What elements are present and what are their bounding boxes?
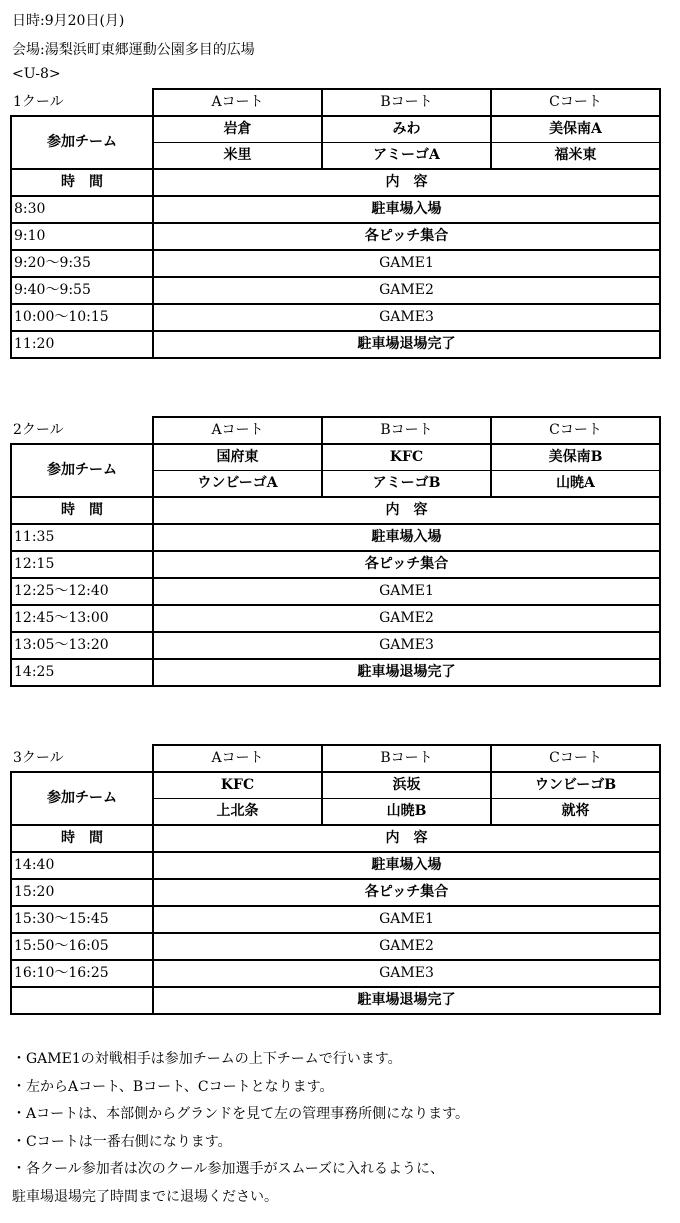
court-header-row (11, 417, 660, 444)
time-cell: 9:10 (11, 223, 153, 250)
team-cell: みわ (322, 116, 491, 143)
schedule-row (11, 906, 660, 933)
content-column-label: 内 容 (153, 825, 660, 852)
content-cell: 駐車場入場 (153, 524, 660, 551)
team-cell: 美保南A (491, 116, 660, 143)
content-cell: GAME3 (153, 632, 660, 659)
time-cell: 15:30～15:45 (11, 906, 153, 933)
team-cell: 福米東 (491, 143, 660, 170)
schedule-row (11, 331, 660, 358)
cool-title: 1クール (13, 93, 64, 110)
court-a-label: Aコート (153, 89, 322, 116)
schedule-table (10, 416, 661, 687)
time-cell: 11:35 (11, 524, 153, 551)
team-cell: 美保南B (491, 444, 660, 471)
time-cell (11, 987, 153, 1014)
schedule-row (11, 933, 660, 960)
time-cell: 15:20 (11, 879, 153, 906)
court-header-row (11, 89, 660, 116)
time-cell: 9:40～9:55 (11, 277, 153, 304)
time-cell: 15:50～16:05 (11, 933, 153, 960)
content-cell: 駐車場退場完了 (153, 331, 660, 358)
team-cell: 岩倉 (153, 116, 322, 143)
time-cell: 9:20～9:35 (11, 250, 153, 277)
time-header-row (11, 497, 660, 524)
schedule-row (11, 632, 660, 659)
team-cell: KFC (322, 444, 491, 471)
schedule-row (11, 879, 660, 906)
team-row (11, 116, 660, 143)
time-cell: 10:00～10:15 (11, 304, 153, 331)
content-cell: 各ピッチ集合 (153, 551, 660, 578)
court-b-label: Bコート (322, 417, 491, 444)
time-column-label: 時 間 (11, 497, 153, 524)
content-cell: GAME2 (153, 605, 660, 632)
content-cell: 駐車場退場完了 (153, 659, 660, 686)
note-line: ・Cコートは一番右側になります。 (12, 1133, 232, 1150)
time-cell: 14:40 (11, 852, 153, 879)
schedule-row (11, 960, 660, 987)
category-line: <U-8> (12, 66, 61, 82)
schedule-row (11, 524, 660, 551)
content-column-label: 内 容 (153, 169, 660, 196)
court-a-label: Aコート (153, 745, 322, 772)
content-cell: 各ピッチ集合 (153, 223, 660, 250)
date-line: 日時:9月20日(月) (12, 13, 125, 29)
schedule-row (11, 196, 660, 223)
time-cell: 11:20 (11, 331, 153, 358)
schedule-row (11, 551, 660, 578)
content-cell: 駐車場入場 (153, 852, 660, 879)
time-header-row (11, 169, 660, 196)
team-cell: ウンビーゴA (153, 471, 322, 498)
court-c-label: Cコート (491, 89, 660, 116)
notes (12, 1046, 469, 1211)
time-cell: 13:05～13:20 (11, 632, 153, 659)
team-cell: 山暁B (322, 799, 491, 826)
teams-label: 参加チーム (11, 116, 153, 169)
cool-1-schedule (10, 88, 659, 359)
court-c-label: Cコート (491, 745, 660, 772)
schedule-row (11, 304, 660, 331)
content-cell: GAME1 (153, 578, 660, 605)
team-row (11, 444, 660, 471)
content-cell: GAME2 (153, 277, 660, 304)
court-c-label: Cコート (491, 417, 660, 444)
note-line: ・GAME1の対戦相手は参加チームの上下チームで行います。 (12, 1051, 402, 1067)
time-cell: 12:45～13:00 (11, 605, 153, 632)
content-cell: GAME2 (153, 933, 660, 960)
time-cell: 14:25 (11, 659, 153, 686)
content-cell: 駐車場入場 (153, 196, 660, 223)
content-cell: GAME3 (153, 960, 660, 987)
team-cell: KFC (153, 772, 322, 799)
note-line: ・各クール参加者は次のクール参加選手がスムーズに入れるように、 (12, 1161, 445, 1177)
content-cell: 各ピッチ集合 (153, 879, 660, 906)
time-cell: 8:30 (11, 196, 153, 223)
court-b-label: Bコート (322, 745, 491, 772)
time-column-label: 時 間 (11, 825, 153, 852)
content-cell: 駐車場退場完了 (153, 987, 660, 1014)
team-cell: 米里 (153, 143, 322, 170)
court-header-row (11, 745, 660, 772)
content-cell: GAME1 (153, 906, 660, 933)
schedule-row (11, 223, 660, 250)
team-cell: ウンビーゴB (491, 772, 660, 799)
cool-title: 3クール (13, 749, 64, 766)
schedule-row (11, 659, 660, 686)
time-cell: 12:25～12:40 (11, 578, 153, 605)
schedule-table (10, 88, 661, 359)
venue-line: 会場:湯梨浜町東郷運動公園多目的広場 (12, 42, 255, 58)
schedule-row (11, 250, 660, 277)
cool-title: 2クール (13, 421, 64, 438)
team-cell: アミーゴB (322, 471, 491, 498)
schedule-row (11, 852, 660, 879)
content-cell: GAME1 (153, 250, 660, 277)
schedule-row (11, 277, 660, 304)
time-column-label: 時 間 (11, 169, 153, 196)
schedule-row (11, 987, 660, 1014)
team-cell: 浜坂 (322, 772, 491, 799)
schedule-row (11, 578, 660, 605)
team-cell: 就将 (491, 799, 660, 826)
time-header-row (11, 825, 660, 852)
cool-2-schedule (10, 416, 659, 687)
teams-label: 参加チーム (11, 444, 153, 497)
team-cell: 山暁A (491, 471, 660, 498)
content-column-label: 内 容 (153, 497, 660, 524)
team-cell: 国府東 (153, 444, 322, 471)
content-cell: GAME3 (153, 304, 660, 331)
schedule-table (10, 744, 661, 1015)
note-line: ・左からAコート、Bコート、Cコートとなります。 (12, 1078, 334, 1095)
court-a-label: Aコート (153, 417, 322, 444)
cool-3-schedule (10, 744, 659, 1015)
schedule-row (11, 605, 660, 632)
time-cell: 16:10～16:25 (11, 960, 153, 987)
time-cell: 12:15 (11, 551, 153, 578)
team-cell: アミーゴA (322, 143, 491, 170)
team-cell: 上北条 (153, 799, 322, 826)
team-row (11, 772, 660, 799)
note-line: 駐車場退場完了時間までに退場ください。 (12, 1188, 278, 1205)
note-line: ・Aコートは、本部側からグランドを見て左の管理事務所側になります。 (12, 1106, 469, 1122)
teams-label: 参加チーム (11, 772, 153, 825)
court-b-label: Bコート (322, 89, 491, 116)
